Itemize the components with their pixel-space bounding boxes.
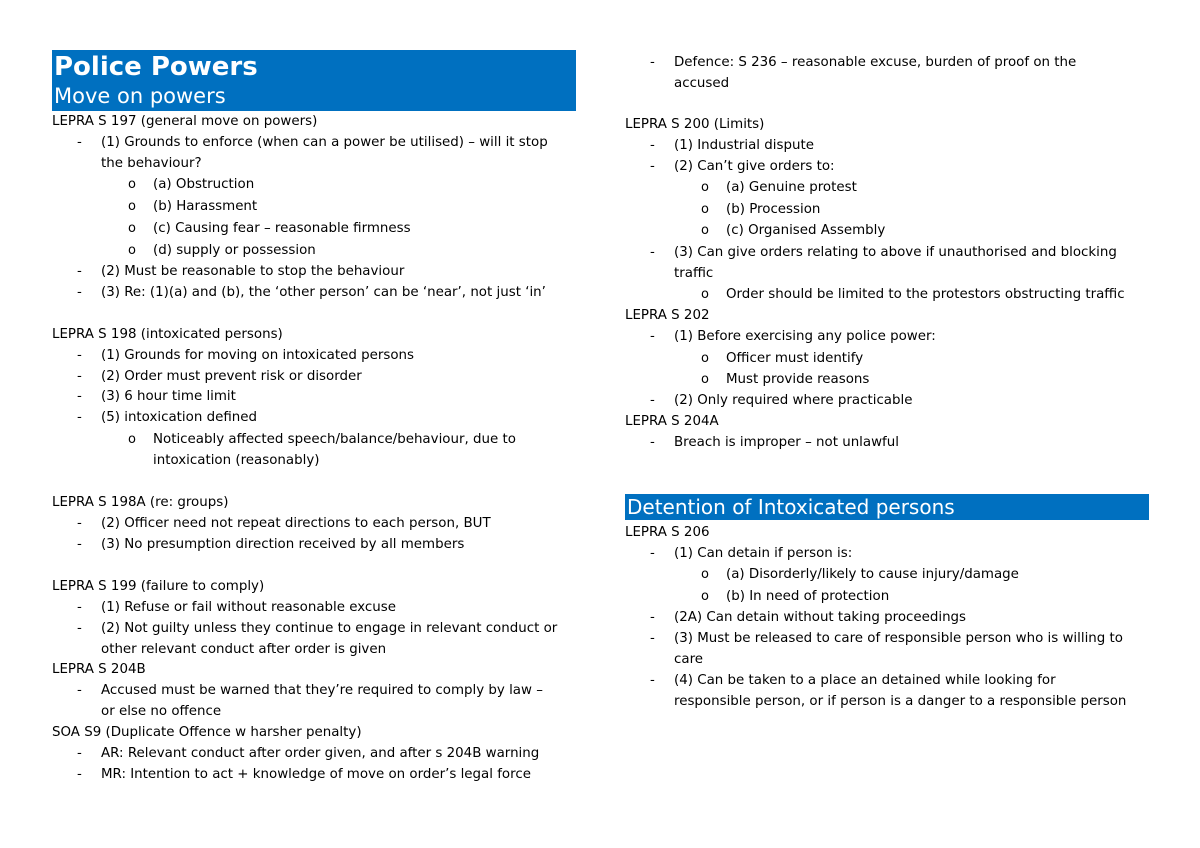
heading-soa: SOA S9 (Duplicate Offence w harsher penalty): [52, 725, 362, 740]
heading-s198: LEPRA S 198 (intoxicated persons): [52, 327, 283, 342]
title-band: [52, 50, 576, 111]
heading-s202: LEPRA S 202: [625, 308, 710, 323]
heading-s206: LEPRA S 206: [625, 525, 710, 540]
heading-s204a: LEPRA S 204A: [625, 414, 719, 429]
detention-title: Detention of Intoxicated persons: [627, 495, 955, 519]
detention-band: [625, 494, 1149, 520]
heading-s200: LEPRA S 200 (Limits): [625, 117, 765, 132]
heading-s197: LEPRA S 197 (general move on powers): [52, 114, 318, 129]
page-title: Police Powers: [54, 52, 258, 82]
heading-s199: LEPRA S 199 (failure to comply): [52, 579, 265, 594]
heading-s204b: LEPRA S 204B: [52, 662, 146, 677]
heading-s198a: LEPRA S 198A (re: groups): [52, 495, 229, 510]
section-subtitle: Move on powers: [54, 84, 226, 108]
